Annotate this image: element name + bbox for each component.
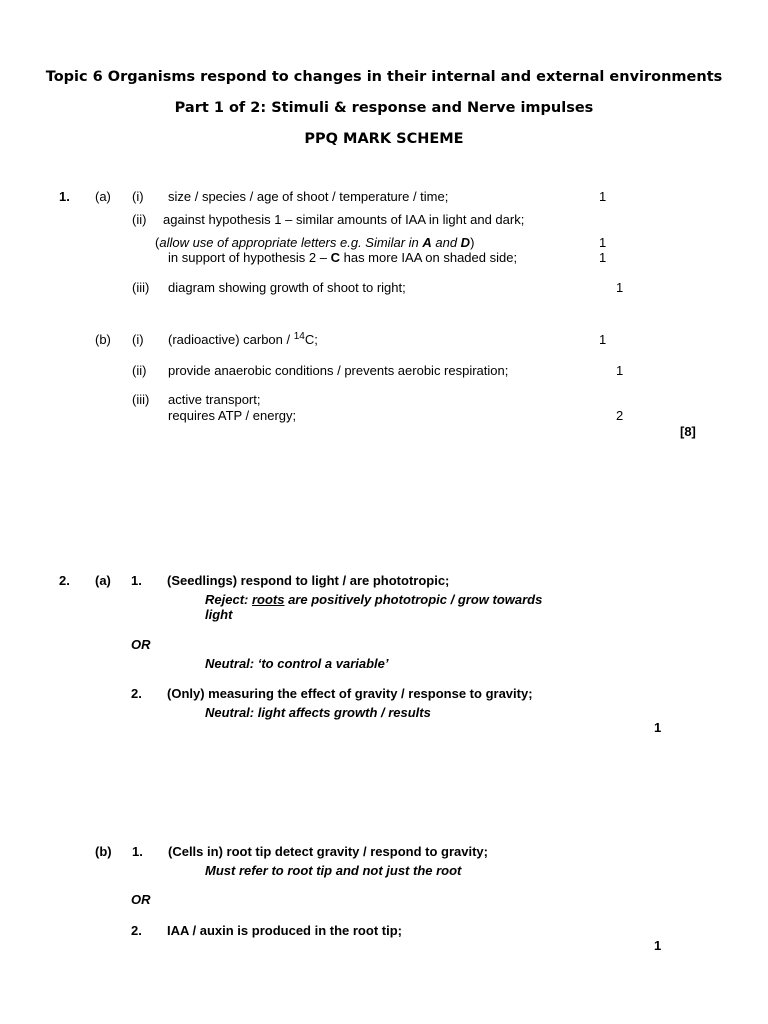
mark-scheme-heading: PPQ MARK SCHEME [304, 131, 464, 147]
q1-a-iii-label: (iii) [132, 280, 150, 295]
q1-b-ii-label: (ii) [132, 363, 147, 378]
q1-a-i-mark: 1 [599, 189, 607, 204]
q2-a-or: OR [131, 637, 151, 652]
q1-b-iii-line1: active transport; [168, 392, 261, 407]
q1-a-ii-line2: in support of hypothesis 2 – C has more IAA on shaded side; [168, 250, 518, 265]
q1-a-ii-note: (allow use of appropriate letters e.g. Similar in A and D) [155, 235, 475, 250]
q1-b-ii-mark: 1 [616, 363, 624, 378]
q2-b-point1-number: 1. [132, 844, 143, 859]
q2-a-label: (a) [95, 573, 111, 588]
q1-a-i-text: size / species / age of shoot / temperature / time; [168, 189, 449, 204]
q2-b-point2-text: IAA / auxin is produced in the root tip; [167, 923, 402, 938]
q2-a-mark: 1 [654, 720, 662, 735]
q2-b-label: (b) [95, 844, 112, 859]
q2-b-mark: 1 [654, 938, 662, 953]
q1-b-ii-text: provide anaerobic conditions / prevents aerobic respiration; [168, 363, 509, 378]
q1-a-ii-line1: against hypothesis 1 – similar amounts of IAA in light and dark; [163, 212, 525, 227]
q2-b-note: Must refer to root tip and not just the root [205, 863, 462, 878]
q1-a-label: (a) [95, 189, 111, 204]
q2-a-point2-text: (Only) measuring the effect of gravity / response to gravity; [167, 686, 533, 701]
q2-a-neutral2: Neutral: light affects growth / results [205, 705, 431, 720]
q2-a-neutral1: Neutral: ‘to control a variable’ [205, 656, 389, 671]
q2-a-point1-text: (Seedlings) respond to light / are phototropic; [167, 573, 450, 588]
q2-a-reject-note: Reject: roots are positively phototropic / grow towards [205, 592, 543, 607]
q1-b-iii-mark: 2 [616, 408, 624, 423]
q2-a-reject-note-line2: light [205, 607, 233, 622]
page-subtitle: Part 1 of 2: Stimuli & response and Nerve impulses [174, 100, 594, 116]
q1-b-iii-label: (iii) [132, 392, 150, 407]
q2-a-point2-number: 2. [131, 686, 142, 701]
q1-b-i-label: (i) [132, 332, 144, 347]
q2-b-point1-text: (Cells in) root tip detect gravity / respond to gravity; [168, 844, 488, 859]
q1-b-label: (b) [95, 332, 111, 347]
q1-b-iii-line2: requires ATP / energy; [168, 408, 297, 423]
q1-a-ii-label: (ii) [132, 212, 147, 227]
q1-total-marks: [8] [680, 424, 696, 439]
q1-a-iii-text: diagram showing growth of shoot to right; [168, 280, 406, 295]
q1-a-i-label: (i) [132, 189, 144, 204]
q1-number: 1. [59, 189, 70, 204]
q1-b-i-text: (radioactive) carbon / $^{14}$C; [168, 331, 318, 347]
q1-a-ii-mark1: 1 [599, 235, 607, 250]
q1-b-i-mark: 1 [599, 332, 607, 347]
q1-a-iii-mark: 1 [616, 280, 624, 295]
q2-b-or: OR [131, 892, 151, 907]
page-title: Topic 6 Organisms respond to changes in their internal and external environments [45, 69, 723, 85]
q2-b-point2-number: 2. [131, 923, 142, 938]
q2-number: 2. [59, 573, 70, 588]
q2-a-point1-number: 1. [131, 573, 142, 588]
q1-a-ii-mark2: 1 [599, 250, 607, 265]
